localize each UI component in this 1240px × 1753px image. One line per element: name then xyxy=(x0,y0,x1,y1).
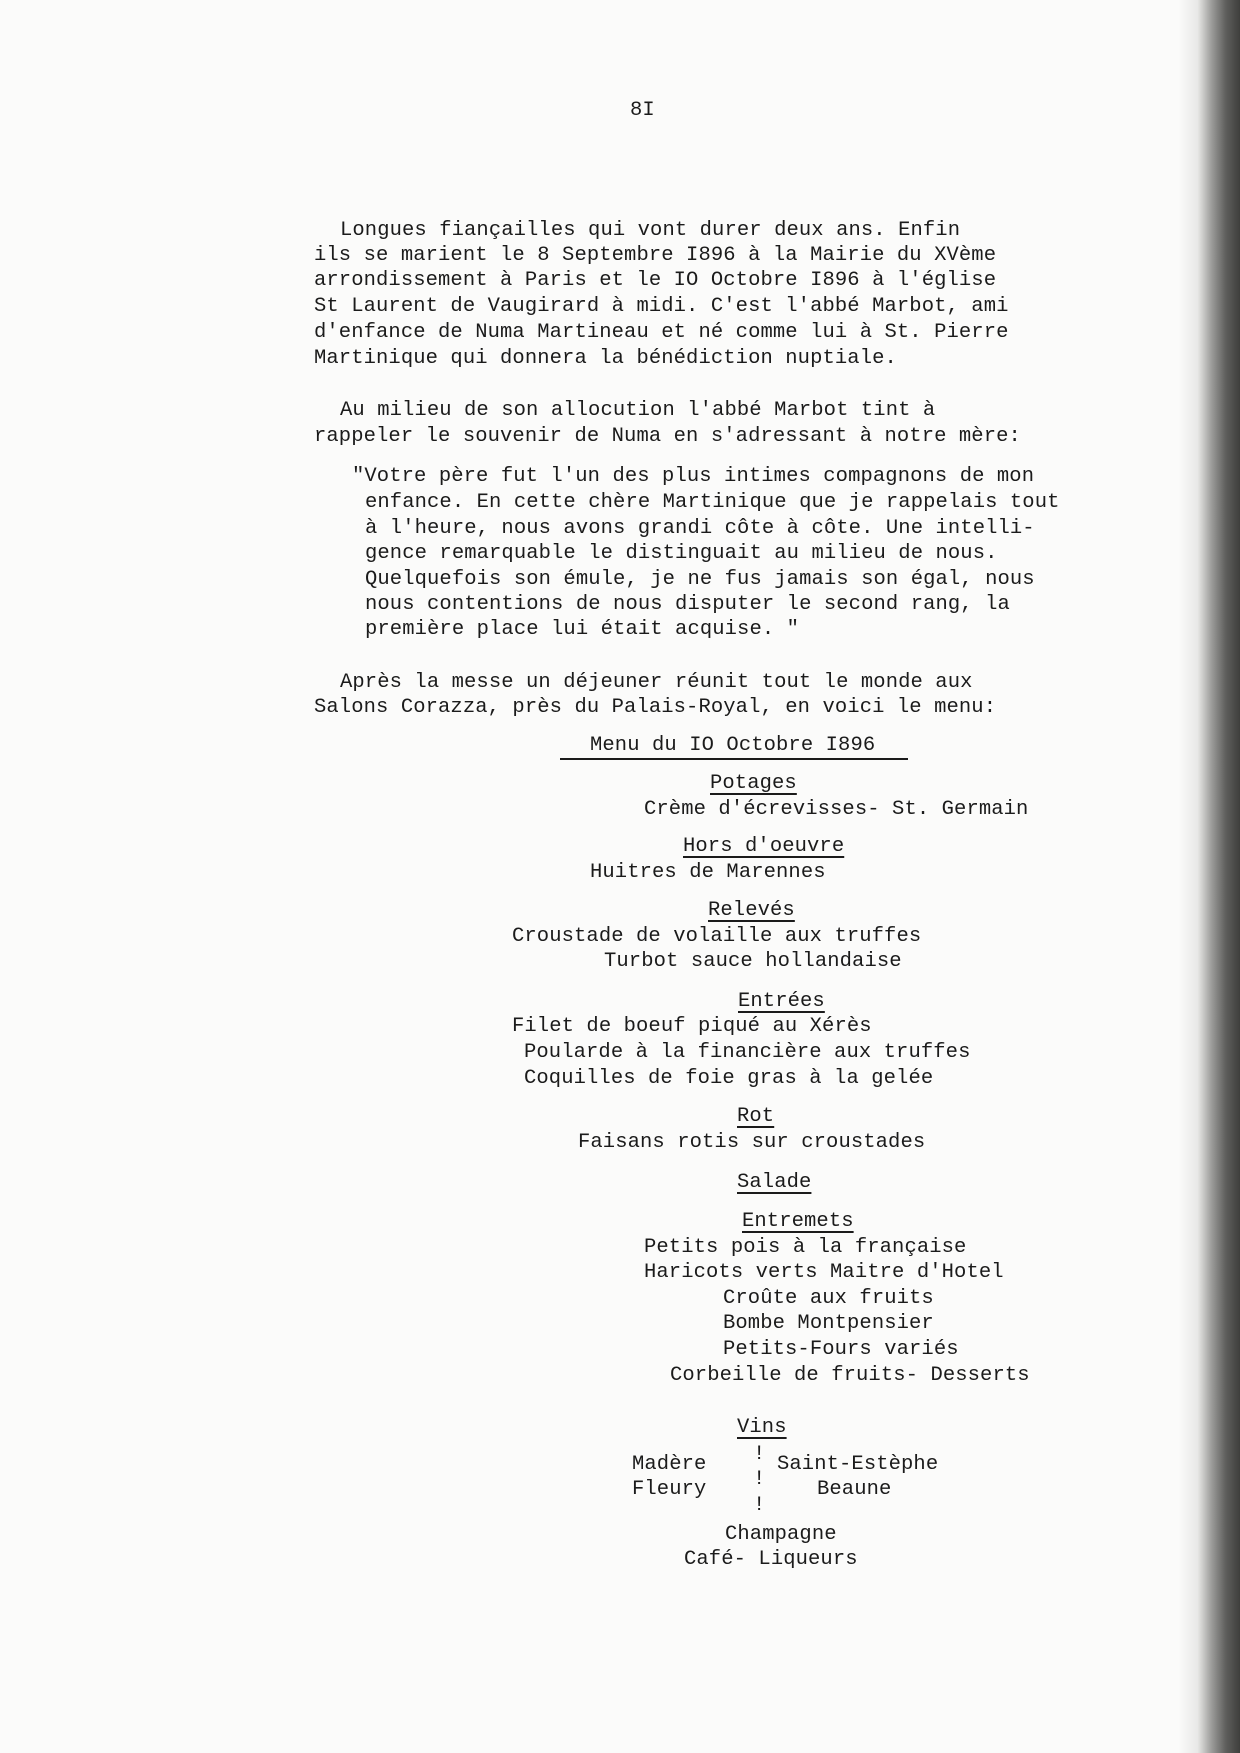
menu-heading-salade: Salade xyxy=(737,1171,812,1194)
menu-item: Filet de boeuf piqué au Xérès xyxy=(512,1015,872,1038)
page-number: 8I xyxy=(630,99,655,122)
paragraph-line: rappeler le souvenir de Numa en s'adressant à notre mère: xyxy=(314,425,1021,448)
menu-item: Haricots verts Maitre d'Hotel xyxy=(644,1261,1004,1284)
menu-item: Turbot sauce hollandaise xyxy=(604,950,902,973)
page-edge-shadow xyxy=(1178,0,1198,1753)
menu-item: Champagne xyxy=(725,1523,837,1546)
menu-title: Menu du IO Octobre I896 xyxy=(590,734,876,757)
menu-item: Poularde à la financière aux truffes xyxy=(524,1041,971,1064)
menu-heading-releves: Relevés xyxy=(708,899,795,922)
wine-left: Fleury xyxy=(632,1478,707,1501)
menu-heading-potages: Potages xyxy=(710,772,797,795)
menu-item: Corbeille de fruits- Desserts xyxy=(670,1364,1030,1387)
menu-heading-rot: Rot xyxy=(737,1105,775,1128)
menu-title-rule xyxy=(560,758,908,760)
paragraph-line: Au milieu de son allocution l'abbé Marbot tint à xyxy=(340,399,936,422)
menu-heading-hors-doeuvre: Hors d'oeuvre xyxy=(683,835,845,858)
paragraph-line: Après la messe un déjeuner réunit tout le monde aux xyxy=(340,671,973,694)
quote-line: à l'heure, nous avons grandi côte à côte. Une intelli- xyxy=(365,517,1035,540)
menu-item: Bombe Montpensier xyxy=(723,1312,934,1335)
quote-line: gence remarquable le distinguait au milieu de nous. xyxy=(365,542,998,565)
paragraph-line: St Laurent de Vaugirard à midi. C'est l'abbé Marbot, ami xyxy=(314,295,1009,318)
wine-right: Saint-Estèphe xyxy=(777,1453,939,1476)
menu-item: Huitres de Marennes xyxy=(590,861,826,884)
menu-item: Faisans rotis sur croustades xyxy=(578,1131,926,1154)
menu-item: Petits-Fours variés xyxy=(723,1338,959,1361)
menu-item: Croûte aux fruits xyxy=(723,1287,934,1310)
paragraph-line: Martinique qui donnera la bénédiction nuptiale. xyxy=(314,347,897,370)
menu-item: Petits pois à la française xyxy=(644,1236,967,1259)
menu-item: Croustade de volaille aux truffes xyxy=(512,925,922,948)
quote-line: enfance. En cette chère Martinique que je rappelais tout xyxy=(365,491,1060,514)
quote-line: nous contentions de nous disputer le second rang, la xyxy=(365,593,1010,616)
wine-left: Madère xyxy=(632,1453,707,1476)
menu-item: Crème d'écrevisses- St. Germain xyxy=(644,798,1029,821)
paragraph-line: d'enfance de Numa Martineau et né comme lui à St. Pierre xyxy=(314,321,1009,344)
wine-right: Beaune xyxy=(817,1478,892,1501)
quote-line: Quelquefois son émule, je ne fus jamais son égal, nous xyxy=(365,568,1035,591)
paragraph-line: Longues fiançailles qui vont durer deux ans. Enfin xyxy=(340,219,961,242)
menu-item: Café- Liqueurs xyxy=(684,1548,858,1571)
menu-item: Coquilles de foie gras à la gelée xyxy=(524,1067,934,1090)
paragraph-line: ils se marient le 8 Septembre I896 à la Mairie du XVème xyxy=(314,244,997,267)
quote-line: première place lui était acquise. " xyxy=(365,618,800,641)
wine-separator: ! xyxy=(753,1443,766,1466)
paragraph-line: arrondissement à Paris et le IO Octobre I896 à l'église xyxy=(314,269,997,292)
quote-line: "Votre père fut l'un des plus intimes compagnons de mon xyxy=(352,465,1035,488)
paragraph-line: Salons Corazza, près du Palais-Royal, en voici le menu: xyxy=(314,696,997,719)
wine-separator: ! xyxy=(753,1494,766,1517)
menu-heading-vins: Vins xyxy=(737,1416,787,1439)
menu-heading-entremets: Entremets xyxy=(742,1210,854,1233)
menu-heading-entrees: Entrées xyxy=(738,990,825,1013)
scan-edge xyxy=(1198,0,1240,1753)
wine-separator: ! xyxy=(753,1468,766,1491)
